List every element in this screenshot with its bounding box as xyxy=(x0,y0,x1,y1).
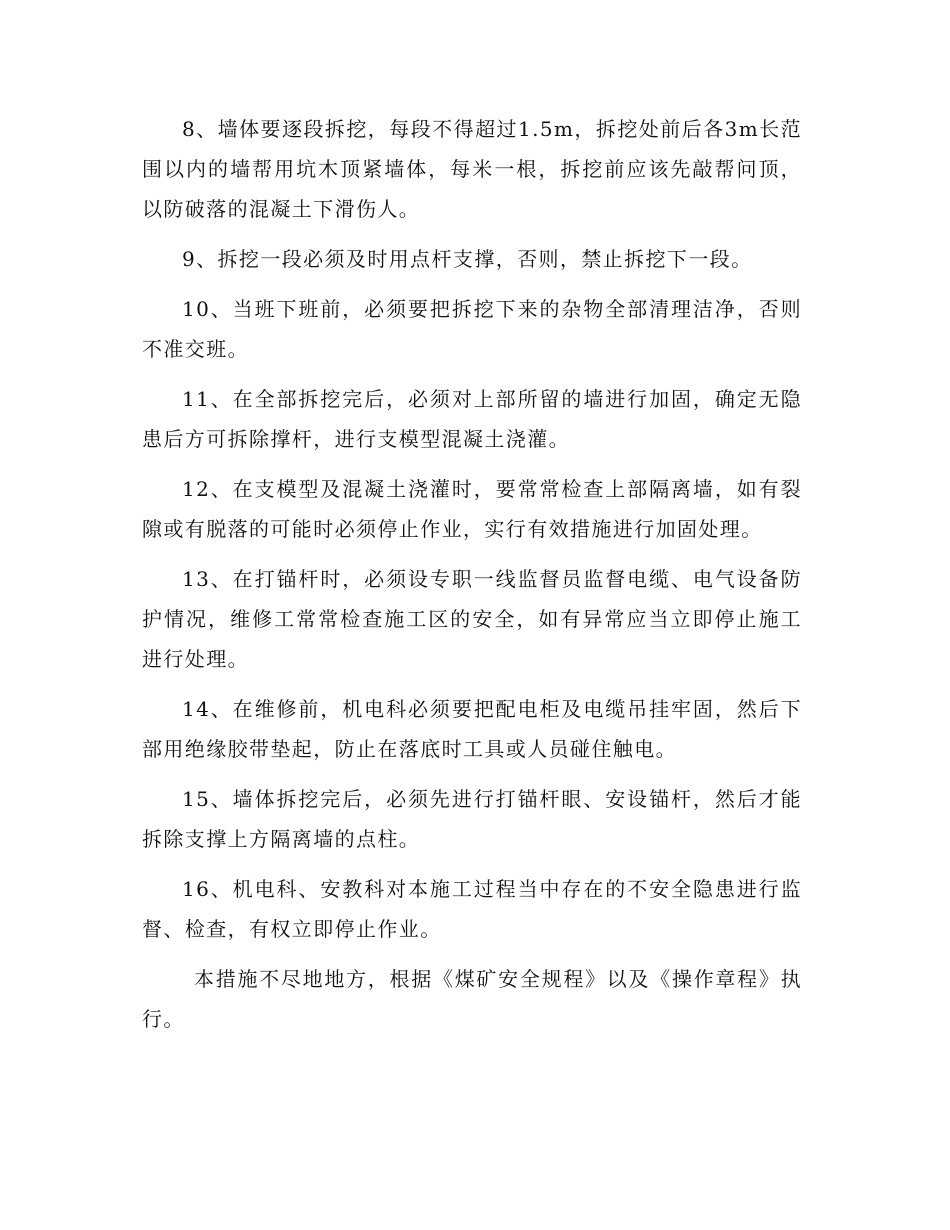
document-body xyxy=(142,109,802,1049)
paragraph-item-10: 10、当班下班前，必须要把拆挖下来的杂物全部清理洁净，否则不准交班。 xyxy=(142,297,802,361)
closing-paragraph: 本措施不尽地地方，根据《煤矿安全规程》以及《操作章程》执行。 xyxy=(142,967,802,1031)
paragraph-item-12: 12、在支模型及混凝土浇灌时，要常常检查上部隔离墙，如有裂隙或有脱落的可能时必须停止作业，实行有效措施进行加固处理。 xyxy=(142,477,802,541)
paragraph-item-11: 11、在全部拆挖完后，必须对上部所留的墙进行加固，确定无隐患后方可拆除撑杆，进行支模型混凝土浇灌。 xyxy=(142,387,802,451)
paragraph-item-13: 13、在打锚杆时，必须设专职一线监督员监督电缆、电气设备防护情况，维修工常常检查施工区的安全，如有异常应当立即停止施工进行处理。 xyxy=(142,567,802,671)
paragraph-item-8: 8、墙体要逐段拆挖，每段不得超过1.5m，拆挖处前后各3m长范围以内的墙帮用坑木顶紧墙体，每米一根，拆挖前应该先敲帮问顶，以防破落的混凝土下滑伤人。 xyxy=(142,117,802,221)
paragraph-item-9: 9、拆挖一段必须及时用点杆支撑，否则，禁止拆挖下一段。 xyxy=(182,247,753,271)
paragraph-item-15: 15、墙体拆挖完后，必须先进行打锚杆眼、安设锚杆，然后才能拆除支撑上方隔离墙的点柱。 xyxy=(142,787,802,851)
paragraph-item-14: 14、在维修前，机电科必须要把配电柜及电缆吊挂牢固，然后下部用绝缘胶带垫起，防止在落底时工具或人员碰住触电。 xyxy=(142,697,802,761)
paragraph-item-16: 16、机电科、安教科对本施工过程当中存在的不安全隐患进行监督、检查，有权立即停止作业。 xyxy=(142,877,802,941)
